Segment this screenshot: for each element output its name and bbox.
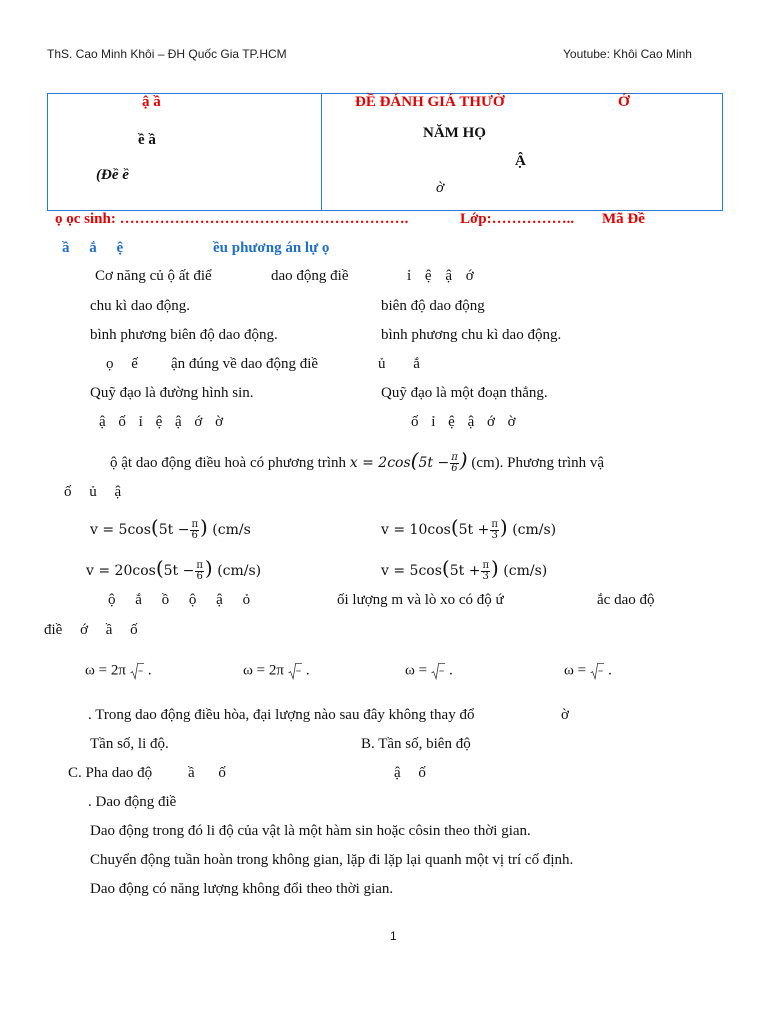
q3-d-unit: (cm/s)	[503, 563, 548, 579]
exam-title: ĐỀ ĐÁNH GIÁ THƯỜ	[355, 94, 505, 110]
sqrt-icon	[126, 662, 148, 680]
exam-year: NĂM HỌ	[423, 125, 486, 141]
q3-option-a: v = 5cos(5t − $\frac{\pi}{6}$ ) (cm/s	[90, 515, 251, 541]
exam-time: ờ	[436, 180, 445, 196]
exam-subject-right: Ậ	[515, 153, 526, 169]
box-divider	[321, 94, 322, 210]
q5-option-c-tail: ầ ố	[188, 765, 226, 781]
q5-option-b: B. Tần số, biên độ	[361, 736, 471, 752]
q3-c-pi: π	[196, 559, 203, 571]
q2-option-c: ậ ố ỉ ệ ậ ớ ờ	[99, 414, 224, 430]
exam-title-tail: Ớ	[618, 94, 630, 110]
instruction-text: ều phương án lự ọ	[213, 240, 330, 256]
q3-a-pre: v = 5cos	[90, 522, 151, 538]
student-name-field: ọ ọc sinh: ………………………………………………….	[55, 211, 409, 227]
q6-stem: . Dao động điề	[88, 794, 177, 810]
q1-option-d: bình phương chu kì dao động.	[381, 327, 562, 343]
q5-stem-tail: ờ	[561, 707, 569, 723]
q3-a-unit: (cm/s	[212, 522, 251, 538]
q4-option-b: ω = 2π .	[243, 662, 310, 679]
q3-d-pi: π	[482, 559, 490, 571]
q3-d-three: 3	[482, 570, 489, 582]
q4-d-text: ω =	[564, 662, 587, 679]
sqrt-icon	[427, 662, 449, 680]
q4-option-d: ω = .	[564, 662, 612, 679]
q3-equation: x = 2cos(5t − $\frac{\pi}{6}$ )	[349, 448, 468, 474]
header-youtube: Youtube: Khôi Cao Minh	[563, 47, 692, 61]
q1-option-c: bình phương biên độ dao động.	[90, 327, 278, 343]
q3-option-c: v = 20cos(5t − $\frac{\pi}{6}$ ) (cm/s)	[86, 556, 262, 582]
q1-stem-a: Cơ năng củ ộ ất điể	[95, 268, 212, 284]
q3-c-pre: v = 20cos	[86, 563, 156, 579]
q4-c-text: ω =	[405, 662, 428, 679]
q5-stem: . Trong dao động điều hòa, đại lượng nào sau đây không thay đổ	[88, 707, 475, 723]
q2-option-b: Quỹ đạo là một đoạn thẳng.	[381, 385, 548, 401]
q2-stem-c: ủ ắ	[378, 356, 420, 372]
q3-d-pre: v = 5cos	[381, 563, 442, 579]
q5-option-d: ậ ố	[394, 765, 426, 781]
q4-stem-c: ắc dao độ	[597, 592, 655, 608]
q3-a-arg: 5t −	[158, 522, 190, 538]
q3-eq-unit: (cm). Phương trình vậ	[471, 455, 605, 471]
exam-subject: ề ầ	[138, 132, 156, 148]
page-number: 1	[390, 929, 397, 943]
q3-a-six: 6	[191, 529, 198, 541]
q3-b-arg: 5t +	[458, 522, 490, 538]
exam-note: (Đề ề	[96, 167, 129, 183]
q2-option-a: Quỹ đạo là đường hình sin.	[90, 385, 254, 401]
instruction-prefix: ầ ắ ệ	[62, 240, 124, 256]
q1-option-a: chu kì dao động.	[90, 298, 190, 314]
q2-stem-a: ọ ế	[106, 356, 138, 372]
q3-stem	[110, 448, 604, 474]
school-name: ậ ầ	[142, 94, 161, 110]
exam-code: Mã Đề	[602, 211, 645, 227]
q4-a-text: ω = 2π	[85, 662, 126, 679]
q3-c-arg: 5t −	[163, 563, 195, 579]
q4-option-a: ω = 2π .	[85, 662, 152, 679]
header-author: ThS. Cao Minh Khôi – ĐH Quốc Gia TP.HCM	[47, 47, 287, 61]
q4-stem-a: ộ ắ ồ ộ ậ ỏ	[108, 592, 251, 608]
q5-option-a: Tần số, li độ.	[90, 736, 169, 752]
q3-eq-lhs: x = 2cos	[349, 455, 411, 471]
q3-option-b: v = 10cos(5t + $\frac{\pi}{3}$ ) (cm/s)	[381, 515, 557, 541]
q4-b-text: ω = 2π	[243, 662, 284, 679]
q3-b-pre: v = 10cos	[381, 522, 451, 538]
q3-option-d: v = 5cos(5t + $\frac{\pi}{3}$ ) (cm/s)	[381, 556, 548, 582]
q3-b-pi: π	[491, 518, 498, 530]
q3-c-six: 6	[196, 570, 203, 582]
q3-eq-six: 6	[451, 462, 458, 474]
q6-option-c: Dao động có năng lượng không đổi theo thời gian.	[90, 881, 394, 897]
q5-option-c: C. Pha dao độ	[68, 765, 153, 781]
q3-d-arg: 5t +	[449, 563, 481, 579]
q1-stem-b: dao động điề	[271, 268, 349, 284]
q4-option-c: ω = .	[405, 662, 453, 679]
q3-b-unit: (cm/s)	[512, 522, 557, 538]
q6-option-b: Chuyển động tuần hoàn trong không gian, lặp đi lặp lại quanh một vị trí cố định.	[90, 852, 574, 868]
q3-c-unit: (cm/s)	[217, 563, 262, 579]
sqrt-icon	[586, 662, 608, 680]
q3-eq-pi: π	[451, 451, 458, 463]
q3-stem-line2: ố ủ ậ	[64, 484, 122, 500]
q1-option-b: biên độ dao động	[381, 298, 485, 314]
q3-stem-text: ộ ật dao động điều hoà có phương trình	[110, 455, 347, 471]
q1-stem-c: ỉ ệ ậ ớ	[407, 268, 474, 284]
q2-option-d: ố ỉ ệ ậ ớ ờ	[411, 414, 516, 430]
q4-stem-b: ối lượng m và lò xo có độ ứ	[337, 592, 504, 608]
q2-stem-b: ận đúng về dao động điề	[171, 356, 319, 372]
sqrt-icon	[284, 662, 306, 680]
q4-stem-line2: điề ớ ầ ố	[44, 622, 138, 638]
q3-b-three: 3	[491, 529, 498, 541]
q3-a-pi: π	[191, 518, 199, 530]
q3-eq-arg: 5t −	[418, 455, 450, 471]
class-field: Lớp:……………..	[460, 211, 575, 227]
q6-option-a: Dao động trong đó li độ của vật là một hàm sin hoặc côsin theo thời gian.	[90, 823, 531, 839]
